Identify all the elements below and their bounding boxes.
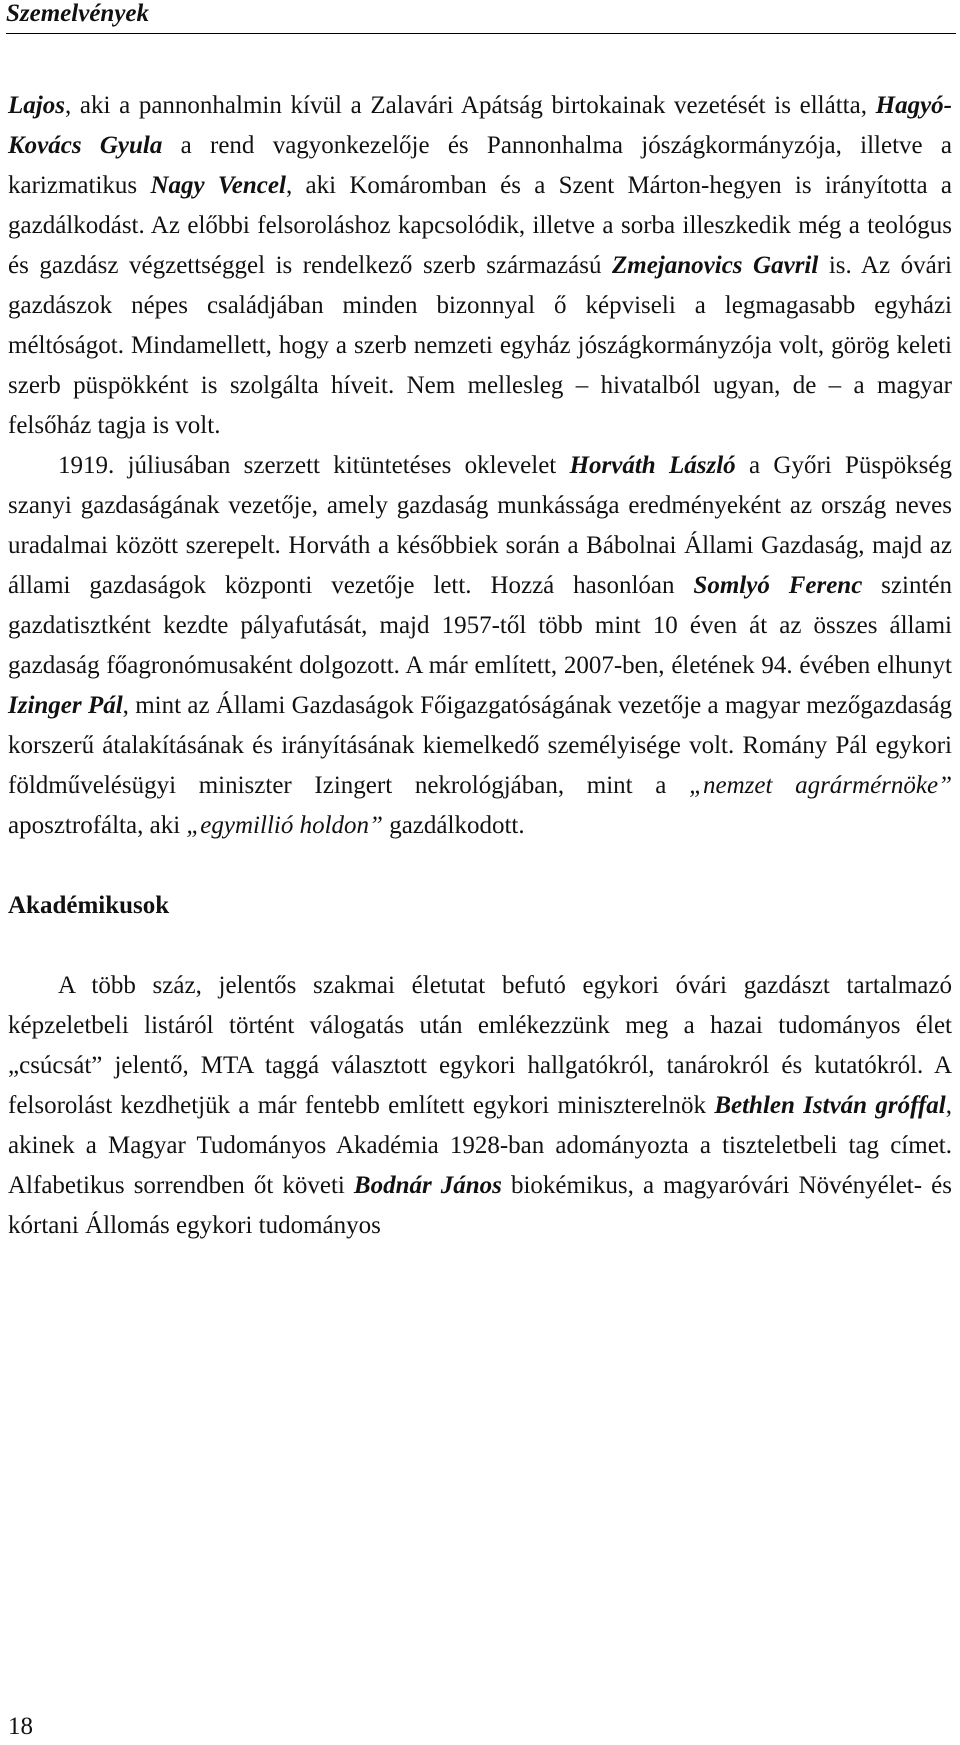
person-name: Bodnár János	[353, 1172, 502, 1199]
paragraph-text: aposztrofálta, aki	[8, 812, 187, 839]
paragraph-text: a Győri Püspökség szanyi gazdaságának vezetője, amely gazdaság munkássága eredményeként az ország neves uradalmai között szerepelt. Horváth a későbbiek során a Bábolnai Állami Gazdaság, majd az állami gazdaságok központi vezetője lett. Hozzá hasonlóan	[8, 452, 952, 599]
section-heading: Akadémikusok	[8, 892, 170, 919]
paragraph-text: , aki a pannonhalmin kívül a Zalavári Apátság birtokainak vezetését is ellátta,	[64, 92, 876, 119]
quote: „nemzet agrármérnöke”	[689, 772, 952, 799]
paragraph-text: szintén gazdatisztként kezdte pályafutását, majd 1957-től több mint 10 éven át az összes állami gazdaság főagronómusaként dolgozott. A már említett, 2007-ben, életének 94. évében elhunyt	[8, 572, 952, 679]
paragraph-text: biokémikus, a magyaróvári Növényélet- és kórtani Állomás egykori tudományos	[8, 1172, 952, 1239]
person-name: Somlyó Ferenc	[693, 572, 863, 599]
person-name: Bethlen István gróffal	[714, 1092, 946, 1119]
paragraph-1	[8, 86, 952, 446]
running-header	[6, 0, 956, 34]
person-name: Nagy Vencel	[150, 172, 286, 199]
page-number: 18	[8, 1713, 33, 1740]
paragraph-text: , aki Komáromban és a Szent Márton-hegyen is irányította a gazdálkodást. Az előbbi felsoroláshoz kapcsolódik, illetve a sorba illeszkedik még a teológus és gazdász végzettséggel is rendelkező szerb származású	[8, 172, 952, 279]
person-name: Izinger Pál	[8, 692, 123, 719]
paragraph-text: , mint az Állami Gazdaságok Főigazgatóságának vezetője a magyar mezőgazdaság korszerű átalakításának és irányításának kiemelkedő személyisége volt. Romány Pál egykori földművelésügyi miniszter Izingert nekrológjában, mint a	[8, 692, 952, 799]
person-name: Hagyó-Kovács Gyula	[8, 92, 952, 159]
paragraph-3	[8, 966, 952, 1246]
paragraph-text: A több száz, jelentős szakmai életutat befutó egykori óvári gazdászt tartalmazó képzeletbeli listáról történt válogatás után emlékezzünk meg a hazai tudományos élet „csúcsát” jelentő, MTA taggá választott egykori hallgatókról, tanárokról és kutatókról. A felsorolást kezdhetjük a már fentebb említett egykori miniszterelnök	[8, 972, 952, 1119]
paragraph-2	[8, 446, 952, 846]
spacer	[8, 846, 952, 886]
person-name: Zmejanovics Gavril	[611, 252, 819, 279]
quote: „egymillió holdon”	[186, 812, 383, 839]
page-body	[8, 86, 952, 1246]
paragraph-text: is. Az óvári gazdászok népes családjában minden bizonnyal ő képviseli a legmagasabb egyházi méltóságot. Mindamellett, hogy a szerb nemzeti egyház jószágkormányzója volt, görög keleti szerb püspökként is szolgálta híveit. Nem mellesleg – hivatalból ugyan, de – a magyar felsőház tagja is volt.	[8, 252, 952, 439]
person-name: Lajos	[8, 92, 65, 119]
paragraph-text: a rend vagyonkezelője és Pannonhalma jószágkormányzója, illetve a karizmatikus	[8, 132, 952, 199]
spacer	[8, 926, 952, 966]
person-name: Horváth László	[569, 452, 736, 479]
paragraph-text: , akinek a Magyar Tudományos Akadémia 1928-ban adományozta a tiszteletbeli tag címet. Alfabetikus sorrendben őt követi	[8, 1092, 952, 1199]
paragraph-text: gazdálkodott.	[382, 812, 525, 839]
header-title: Szemelvények	[6, 0, 150, 27]
paragraph-text: 1919. júliusában szerzett kitüntetéses oklevelet	[58, 452, 570, 479]
